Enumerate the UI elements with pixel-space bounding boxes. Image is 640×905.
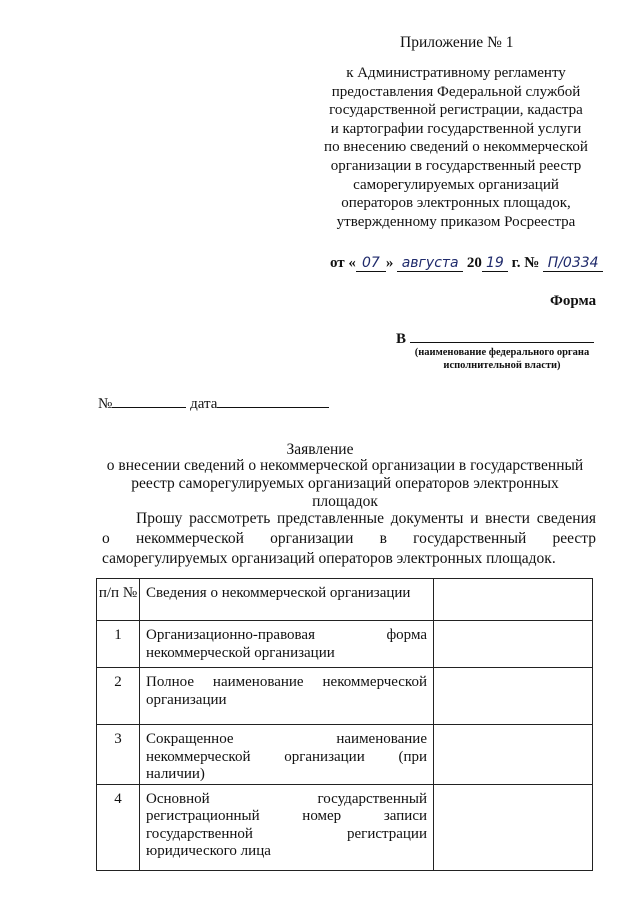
row-num: 3 [114, 731, 122, 747]
registration-date-field[interactable] [217, 393, 329, 408]
row-value-cell[interactable] [434, 668, 593, 725]
recipient-line [396, 328, 594, 348]
request-line: о некоммерческой организации в государственный реестр [102, 530, 596, 547]
header-num-cell [97, 579, 140, 621]
request-paragraph [102, 509, 596, 569]
registration-number-label: № [98, 396, 113, 412]
row-num: 4 [114, 790, 122, 807]
row-value-cell[interactable] [434, 725, 593, 785]
form-label: Форма [550, 293, 597, 309]
row-num-cell [97, 668, 140, 725]
row-num-cell [97, 784, 140, 870]
regulation-line: к Административному регламенту [346, 65, 566, 81]
table-row [97, 784, 593, 870]
decree-year-suffix: 19 [482, 255, 508, 272]
header-description-cell [140, 579, 434, 621]
regulation-line: государственной регистрации, кадастра [329, 102, 583, 119]
row-description: Полное наименование некоммерческой организации [146, 674, 427, 708]
recipient-caption: (наименование федерального органа исполнительной власти) [414, 347, 590, 371]
registration-number-field[interactable] [112, 393, 186, 408]
request-line: Прошу рассмотреть представленные документы и внести сведения [136, 510, 596, 527]
row-description-cell [140, 725, 434, 785]
request-line: саморегулируемых организаций операторов электронных площадок. [102, 550, 556, 567]
table-row [97, 668, 593, 725]
regulation-line: организации в государственный реестр [330, 157, 582, 174]
decree-month: августа [397, 255, 463, 272]
row-description: Организационно-правовая форма некоммерческой организации [146, 627, 427, 661]
row-num-cell [97, 725, 140, 785]
row-value-cell[interactable] [434, 784, 593, 870]
registration-line [98, 393, 329, 413]
decree-number: П/0334 [543, 255, 603, 272]
row-value-cell[interactable] [434, 621, 593, 668]
regulation-reference [322, 64, 590, 231]
row-description-cell [140, 784, 434, 870]
regulation-line: саморегулируемых организаций [353, 176, 559, 193]
row-description: Основной государственный регистрационный номер записи государственной регистрации юридического лица [146, 790, 427, 859]
organization-info-table [96, 578, 593, 871]
regulation-line: утвержденному приказом Росреестра [336, 213, 576, 230]
regulation-line: предоставления Федеральной службой [331, 83, 581, 100]
appendix-title: Приложение № 1 [400, 34, 514, 51]
statement-title: Заявление [286, 441, 354, 458]
table-row [97, 621, 593, 668]
statement-subtitle: о внесении сведений о некоммерческой организации в государственный реестр саморегулируемых организаций операторов электронных площадок [106, 457, 584, 510]
decree-number-label: г. № [511, 255, 540, 271]
decree-close-quote: » [385, 255, 394, 271]
regulation-line: операторов электронных площадок, [341, 195, 571, 212]
header-description: Сведения о некоммерческой организации [146, 585, 411, 601]
decree-day: 07 [356, 255, 386, 272]
decree-line [330, 255, 603, 272]
row-description-cell [140, 668, 434, 725]
registration-date-label: дата [190, 396, 218, 412]
recipient-blank-field[interactable] [410, 328, 594, 343]
row-num-cell [97, 621, 140, 668]
row-num: 1 [114, 627, 122, 643]
decree-year-prefix: 20 [466, 255, 482, 271]
table-header-row [97, 579, 593, 621]
header-value-cell [434, 579, 593, 621]
decree-prefix: от « [330, 255, 356, 271]
table-row [97, 725, 593, 785]
recipient-prefix: В [396, 331, 407, 347]
row-num: 2 [114, 674, 122, 690]
regulation-line: и картографии государственной услуги [330, 120, 582, 137]
header-num: п/п № [98, 585, 138, 601]
row-description-cell [140, 621, 434, 668]
regulation-line: по внесению сведений о некоммерческой [324, 139, 588, 156]
row-description: Сокращенное наименование некоммерческой организации (при наличии) [146, 731, 427, 782]
